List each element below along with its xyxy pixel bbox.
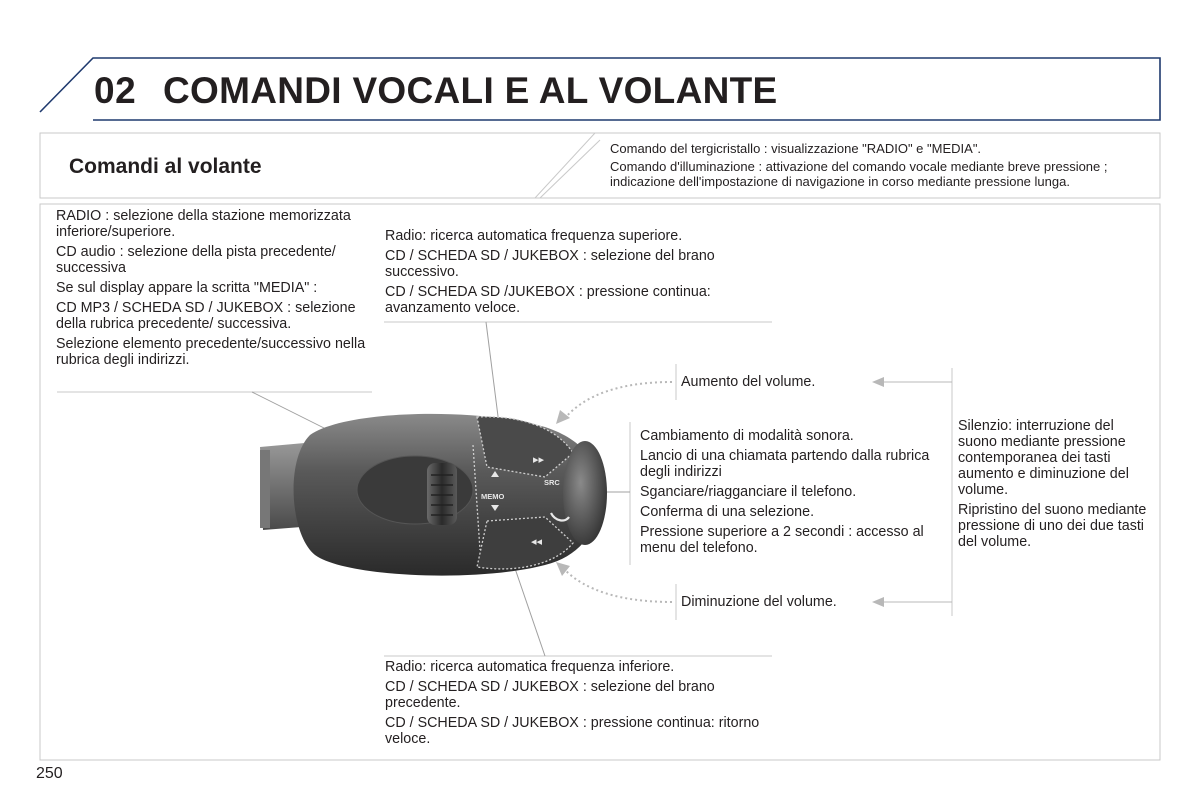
volume-up-label: Aumento del volume. (681, 374, 816, 390)
top-callout-line: CD / SCHEDA SD /JUKEBOX : pressione continua: avanzamento veloce. (385, 284, 711, 316)
steering-stalk-illustration (255, 405, 615, 585)
mute-callout-line: Ripristino del suono mediante pressione di uno dei due tasti del volume. (958, 502, 1147, 550)
mute-callout (958, 418, 1150, 554)
left-callout-line: Se sul display appare la scritta "MEDIA" : (56, 280, 318, 296)
src-callout-line: Lancio di una chiamata partendo dalla rubrica degli indirizzi (640, 448, 930, 480)
wiper-note: Comando del tergicristallo : visualizzazione "RADIO" e "MEDIA". (610, 141, 982, 156)
chapter-number: 02 (94, 70, 137, 111)
left-callout-line: CD MP3 / SCHEDA SD / JUKEBOX : selezione della rubrica precedente/ successiva. (56, 300, 356, 332)
lighting-note: Comando d'illuminazione : attivazione del comando vocale mediante breve pressione ; indicazione dell'impostazione di navigazione in corso mediante pressione lunga. (610, 159, 1108, 189)
bottom-callout (385, 659, 760, 751)
src-callout-line: Sganciare/riagganciare il telefono. (640, 484, 857, 500)
forward-icon: ▸▸ (533, 454, 545, 466)
mute-callout-line: Silenzio: interruzione del suono mediante pressione contemporanea dei tasti aumento e diminuzione del volume. (958, 418, 1129, 498)
top-callout-line: CD / SCHEDA SD / JUKEBOX : selezione del brano successivo. (385, 248, 715, 280)
bottom-callout-line: Radio: ricerca automatica frequenza inferiore. (385, 659, 675, 675)
left-callout-line: RADIO : selezione della stazione memorizzata inferiore/superiore. (56, 208, 351, 240)
src-callout-line: Conferma di una selezione. (640, 504, 815, 520)
rewind-icon: ◂◂ (531, 536, 543, 548)
section-title: Comandi al volante (69, 155, 262, 178)
bottom-callout-line: CD / SCHEDA SD / JUKEBOX : pressione continua: ritorno veloce. (385, 715, 760, 747)
left-callout (56, 208, 374, 372)
page-number: 250 (36, 765, 63, 782)
src-label: SRC (544, 478, 560, 487)
src-callout (640, 428, 930, 560)
volume-down-label: Diminuzione del volume. (681, 594, 837, 610)
left-callout-line: CD audio : selezione della pista precedente/ successiva (56, 244, 336, 276)
memo-label: MEMO (481, 492, 505, 501)
src-callout-line: Cambiamento di modalità sonora. (640, 428, 854, 444)
chapter-title: COMANDI VOCALI E AL VOLANTE (163, 70, 778, 111)
left-callout-line: Selezione elemento precedente/successivo nella rubrica degli indirizzi. (56, 336, 366, 368)
src-callout-line: Pressione superiore a 2 secondi : accesso al menu del telefono. (640, 524, 924, 556)
top-callout-line: Radio: ricerca automatica frequenza superiore. (385, 228, 683, 244)
top-callout (385, 228, 760, 320)
bottom-callout-line: CD / SCHEDA SD / JUKEBOX : selezione del brano precedente. (385, 679, 715, 711)
top-right-notes (610, 141, 1155, 192)
